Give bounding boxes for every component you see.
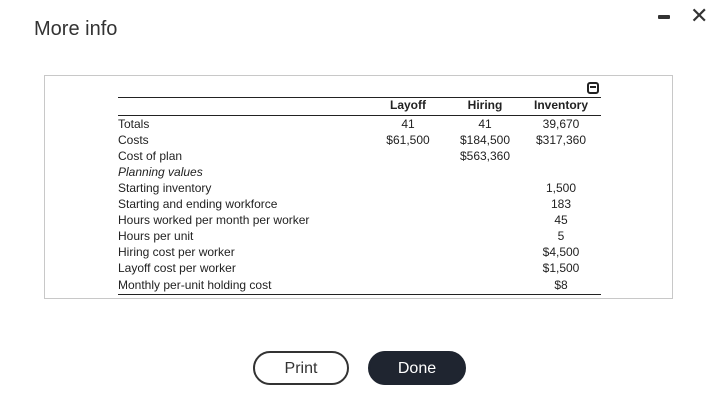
cell-starting-inventory: 1,500 (545, 181, 577, 195)
row-label-hours-per-unit: Hours per unit (118, 229, 194, 243)
row-label-costs: Costs (118, 133, 149, 147)
minimize-icon[interactable] (658, 4, 672, 18)
cell-costs-layoff: $61,500 (386, 133, 430, 147)
cell-layoff-cost: $1,500 (542, 261, 580, 275)
row-label-planning-values: Planning values (118, 165, 203, 179)
cell-hours-worked: 45 (554, 213, 568, 227)
table-top-rule (118, 97, 601, 98)
table-header-rule (118, 115, 601, 116)
cell-totals-hiring: 41 (478, 117, 492, 131)
cell-costs-inventory: $317,360 (535, 133, 587, 147)
cell-holding-cost: $8 (554, 278, 568, 292)
cell-costs-hiring: $184,500 (459, 133, 511, 147)
header-inventory: Inventory (533, 98, 588, 112)
cell-totals-inventory: 39,670 (542, 117, 580, 131)
cell-totals-layoff: 41 (401, 117, 415, 131)
row-label-cost-of-plan: Cost of plan (118, 149, 183, 163)
row-label-totals: Totals (118, 117, 150, 131)
row-label-starting-inventory: Starting inventory (118, 181, 212, 195)
cell-cost-of-plan-hiring: $563,360 (459, 149, 511, 163)
row-label-holding-cost: Monthly per-unit holding cost (118, 278, 272, 292)
cell-workforce: 183 (550, 197, 572, 211)
row-label-hiring-cost: Hiring cost per worker (118, 245, 235, 259)
cell-hiring-cost: $4,500 (542, 245, 580, 259)
row-label-hours-worked: Hours worked per month per worker (118, 213, 310, 227)
row-label-layoff-cost: Layoff cost per worker (118, 261, 236, 275)
done-button[interactable]: Done (368, 351, 466, 385)
cell-hours-per-unit: 5 (557, 229, 565, 243)
table-bottom-rule (118, 294, 601, 295)
close-icon[interactable]: ✕ (690, 3, 709, 28)
dialog-title: More info (34, 18, 118, 40)
copy-icon[interactable] (587, 82, 599, 94)
row-label-workforce: Starting and ending workforce (118, 197, 278, 211)
header-hiring: Hiring (467, 98, 503, 112)
print-button[interactable]: Print (253, 351, 349, 385)
header-layoff: Layoff (390, 98, 426, 112)
